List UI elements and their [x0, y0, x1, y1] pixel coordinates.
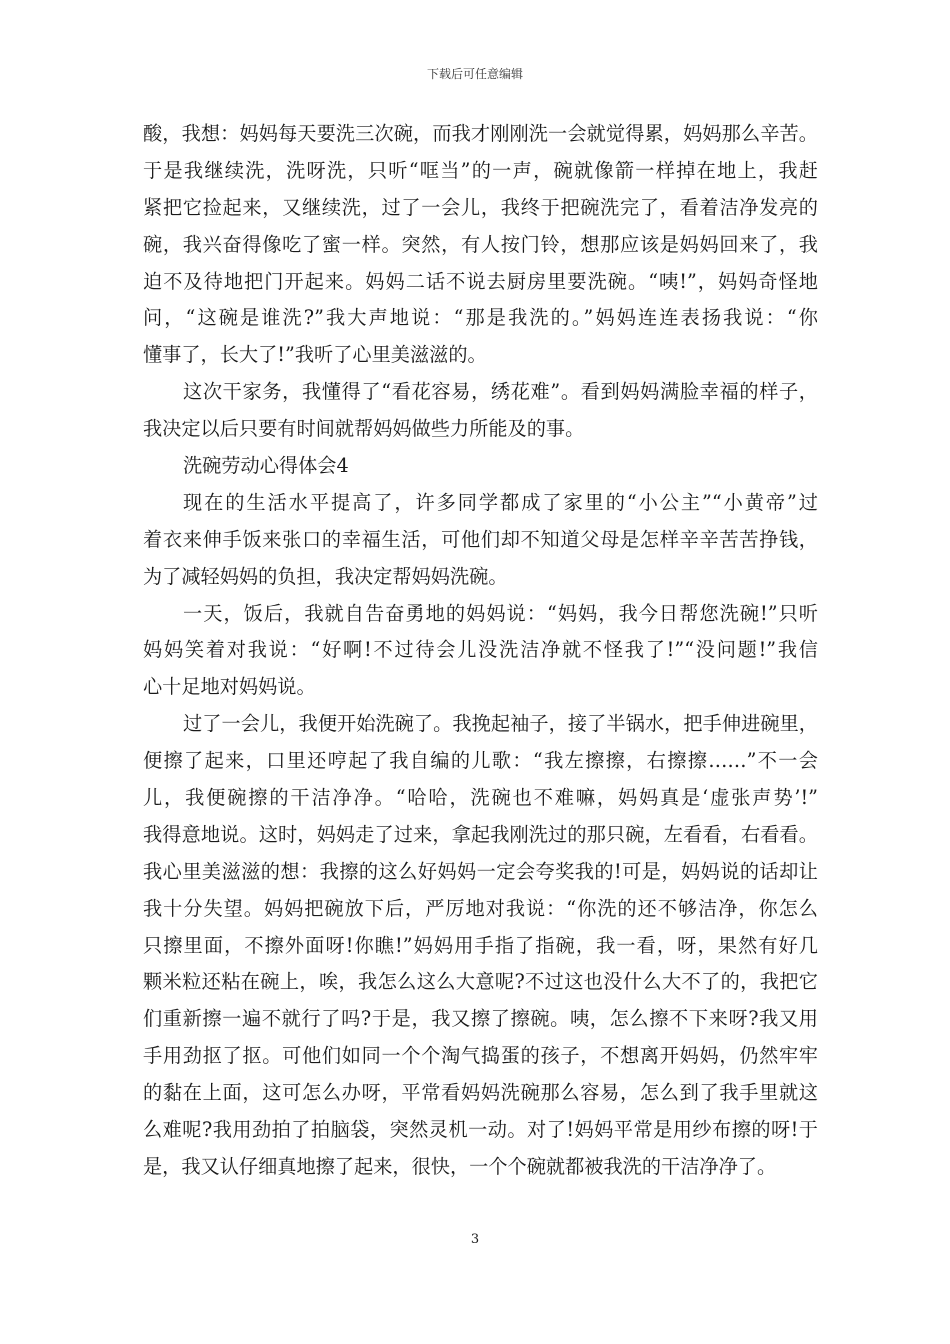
page-header: 下载后可任意编辑	[426, 67, 523, 81]
text-line: 儿，我便碗擦的干洁净净。“哈哈，洗碗也不难嘛，妈妈真是‘虚张声势’!”	[143, 786, 818, 810]
text-line: 这次干家务，我懂得了“看花容易，绣花难”。看到妈妈满脸幸福的样子，	[183, 380, 818, 404]
text-line: 现在的生活水平提高了，许多同学都成了家里的“小公主”“小黄帝”过	[183, 490, 818, 514]
text-line: 是，我又认仔细真地擦了起来，很快，一个个碗就都被我洗的干洁净净了。	[143, 1154, 777, 1178]
text-line: 手用劲抠了抠。可他们如同一个个淘气捣蛋的孩子，不想离开妈妈，仍然牢牢	[143, 1044, 818, 1068]
text-line: 我十分失望。妈妈把碗放下后，严厉地对我说：“你洗的还不够洁净，你怎么	[143, 896, 818, 920]
paragraph	[143, 448, 818, 485]
text-line: 过了一会儿，我便开始洗碗了。我挽起袖子，接了半锅水，把手伸进碗里，	[183, 712, 818, 736]
page-number: 3	[470, 1232, 480, 1247]
text-line: 颗米粒还粘在碗上，唉，我怎么这么大意呢?不过这也没什么大不了的，我把它	[143, 970, 818, 994]
text-line: 酸，我想：妈妈每天要洗三次碗，而我才刚刚洗一会就觉得累，妈妈那么辛苦。	[143, 122, 818, 145]
text-line: 便擦了起来，口里还哼起了我自编的儿歌：“我左擦擦，右擦擦……”不一会	[143, 749, 818, 773]
paragraph	[143, 116, 818, 374]
text-line: 只擦里面，不擦外面呀!你瞧!”妈妈用手指了指碗，我一看，呀，果然有好几	[143, 933, 818, 957]
text-line: 妈妈笑着对我说：“好啊!不过待会儿没洗洁净就不怪我了!”“没问题!”我信	[143, 638, 818, 662]
text-line: 为了减轻妈妈的负担，我决定帮妈妈洗碗。	[143, 564, 508, 588]
text-line: 于是我继续洗，洗呀洗，只听“哐当”的一声，碗就像箭一样掉在地上，我赶	[143, 158, 818, 182]
text-line: 碗，我兴奋得像吃了蜜一样。突然，有人按门铃，想那应该是妈妈回来了，我	[143, 232, 818, 256]
text-line: 洗碗劳动心得体会4	[183, 454, 349, 478]
text-line: 着衣来伸手饭来张口的幸福生活，可他们却不知道父母是怎样辛辛苦苦挣钱，	[143, 527, 818, 551]
paragraph	[143, 374, 818, 448]
text-line: 一天，饭后，我就自告奋勇地的妈妈说：“妈妈，我今日帮您洗碗!”只听	[183, 601, 818, 625]
text-line: 我心里美滋滋的想：我擦的这么好妈妈一定会夸奖我的!可是，妈妈说的话却让	[143, 859, 818, 883]
paragraph	[143, 485, 818, 596]
text-line: 心十足地对妈妈说。	[143, 675, 316, 699]
text-line: 么难呢?我用劲拍了拍脑袋，突然灵机一动。对了!妈妈平常是用纱布擦的呀!于	[143, 1118, 818, 1142]
text-line: 我得意地说。这时，妈妈走了过来，拿起我刚洗过的那只碗，左看看，右看看。	[143, 822, 818, 846]
text-line: 懂事了，长大了!”我听了心里美滋滋的。	[143, 343, 487, 367]
text-line: 的黏在上面，这可怎么办呀，平常看妈妈洗碗那么容易，怎么到了我手里就这	[143, 1081, 818, 1105]
text-line: 我决定以后只要有时间就帮妈妈做些力所能及的事。	[143, 417, 585, 441]
text-line: 问，“这碗是谁洗?”我大声地说：“那是我洗的。”妈妈连连表扬我说：“你	[143, 306, 818, 330]
paragraph	[143, 706, 818, 1186]
text-line: 迫不及待地把门开起来。妈妈二话不说去厨房里要洗碗。“咦!”，妈妈奇怪地	[143, 269, 818, 293]
paragraph	[143, 596, 818, 707]
text-line: 紧把它捡起来，又继续洗，过了一会儿，我终于把碗洗完了，看着洁净发亮的	[143, 195, 818, 219]
document-body	[143, 116, 818, 1186]
text-line: 们重新擦一遍不就行了吗?于是，我又擦了擦碗。咦，怎么擦不下来呀?我又用	[143, 1007, 818, 1031]
